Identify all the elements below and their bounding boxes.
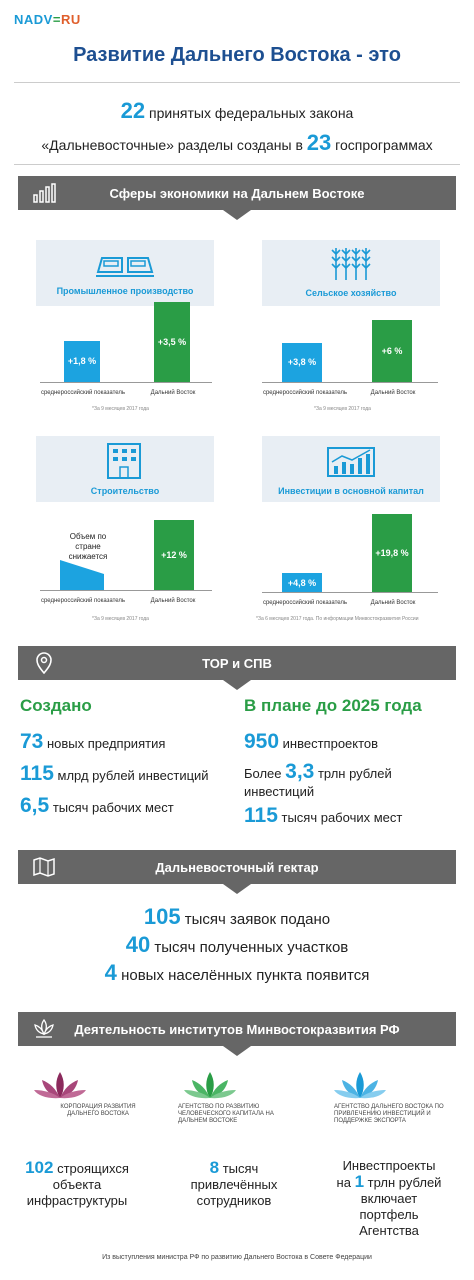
card-label: Сельское хозяйство bbox=[305, 288, 397, 298]
axis-label-average: среднероссийский показатель bbox=[262, 390, 348, 396]
divider bbox=[14, 164, 460, 165]
bar-far-east: +6 % bbox=[372, 320, 412, 382]
sector-card-construction bbox=[36, 436, 214, 632]
footnote: *За 9 месяцев 2017 года bbox=[314, 406, 371, 412]
footnote: *За 9 месяцев 2017 года bbox=[92, 616, 149, 622]
intro-num-1: 22 bbox=[120, 98, 146, 123]
plan-stat bbox=[244, 730, 378, 754]
decline-shape bbox=[60, 560, 104, 590]
axis-label-far-east: Дальний Восток bbox=[150, 390, 196, 396]
institutes-banner-title: Деятельность институтов Минвостокразвития РФ bbox=[74, 1021, 400, 1037]
created-stat bbox=[20, 762, 209, 786]
created-heading: Создано bbox=[20, 696, 92, 715]
stat-number: 40 bbox=[125, 932, 151, 957]
building-icon bbox=[104, 442, 144, 480]
stat-text: строящихся объекта инфраструктуры bbox=[26, 1161, 129, 1208]
institutes-banner bbox=[18, 1012, 456, 1046]
tor-banner bbox=[18, 646, 456, 680]
decline-text: Объем по стране снижается bbox=[68, 532, 108, 561]
bar-far-east: +12 % bbox=[154, 520, 194, 590]
stat-text: тысяч полученных участков bbox=[150, 939, 349, 956]
institute-stat bbox=[18, 1160, 136, 1209]
sectors-banner-title: Сферы экономики на Дальнем Востоке bbox=[109, 185, 365, 201]
card-label: Инвестиции в основной капитал bbox=[278, 486, 424, 496]
tor-banner-title: ТОР и СПВ bbox=[202, 655, 272, 671]
axis-label-far-east: Дальний Восток bbox=[370, 600, 416, 606]
plan-stat bbox=[244, 760, 392, 784]
axis-label-average: среднероссийский показатель bbox=[262, 600, 348, 606]
lotus-icon bbox=[32, 1018, 56, 1040]
stat-prefix: Инвестпроекты на bbox=[336, 1158, 436, 1190]
sector-card-investment bbox=[256, 436, 440, 632]
corporation-lotus-logo bbox=[34, 1070, 86, 1100]
axis-label-average: среднероссийский показатель bbox=[40, 598, 126, 604]
stat-text: новых предприятия bbox=[43, 736, 166, 751]
created-stat bbox=[20, 794, 174, 818]
plan-stat bbox=[244, 804, 402, 828]
footnote: *За 6 месяцев 2017 года. По информации Минвостокразвития России bbox=[256, 616, 419, 622]
stat-number: 102 bbox=[25, 1158, 54, 1177]
sectors-banner bbox=[18, 176, 456, 210]
institute-logo-text: АГЕНТСТВО ПО РАЗВИТИЮ ЧЕЛОВЕЧЕСКОГО КАПИТАЛА НА ДАЛЬНЕМ ВОСТОКЕ bbox=[178, 1104, 274, 1124]
hectare-banner-title: Дальневосточный гектар bbox=[155, 859, 319, 875]
train-icon bbox=[94, 250, 156, 280]
stat-number: 115 bbox=[20, 762, 54, 785]
intro-line-2 bbox=[0, 130, 474, 156]
stat-text: тысяч заявок подано bbox=[180, 911, 331, 928]
map-icon bbox=[32, 856, 56, 878]
intro-num-2: 23 bbox=[306, 130, 332, 155]
hectare-stat bbox=[0, 932, 474, 958]
stat-text: трлн рублей bbox=[314, 766, 392, 781]
page-title: Развитие Дальнего Востока - это bbox=[73, 44, 401, 66]
logo-part-b: = bbox=[52, 12, 61, 27]
stat-number: 1 bbox=[354, 1172, 365, 1191]
investment-agency-lotus-logo bbox=[334, 1070, 386, 1100]
stat-number: 950 bbox=[244, 730, 280, 753]
banner-notch bbox=[223, 884, 251, 894]
banner-notch bbox=[223, 1046, 251, 1056]
hectare-stat bbox=[0, 904, 474, 930]
plan-heading: В плане до 2025 года bbox=[244, 696, 422, 715]
intro-text-1: принятых федеральных закона bbox=[145, 105, 354, 121]
bar-chart-icon bbox=[32, 182, 56, 204]
bar-average: +4,8 % bbox=[282, 573, 322, 592]
institute-stat bbox=[166, 1160, 302, 1209]
stat-number: 105 bbox=[143, 904, 181, 929]
source-footer: Из выступления министра РФ по развитию Дальнего Востока в Совете Федерации bbox=[102, 1254, 372, 1261]
divider bbox=[14, 82, 460, 83]
stat-prefix: Более bbox=[244, 766, 286, 781]
stat-number: 6,5 bbox=[20, 794, 50, 817]
institute-logo-text: КОРПОРАЦИЯ РАЗВИТИЯ ДАЛЬНЕГО ВОСТОКА bbox=[60, 1104, 136, 1117]
stat-text: новых населённых пункта появится bbox=[116, 967, 370, 984]
card-label: Строительство bbox=[90, 486, 160, 496]
stat-number: 115 bbox=[244, 804, 278, 827]
stat-text: инвестпроектов bbox=[279, 736, 379, 751]
location-pin-icon bbox=[32, 652, 56, 674]
stat-text: тысяч рабочих мест bbox=[49, 800, 174, 815]
wheat-icon bbox=[328, 244, 374, 282]
intro-line-1 bbox=[0, 98, 474, 124]
bar-far-east: +19,8 % bbox=[372, 514, 412, 592]
plan-stat-line2: инвестиций bbox=[244, 784, 315, 799]
institute-stat bbox=[334, 1158, 444, 1239]
stat-number: 3,3 bbox=[285, 760, 315, 783]
bar-average: +3,8 % bbox=[282, 343, 322, 382]
hectare-banner bbox=[18, 850, 456, 884]
stat-text: млрд рублей инвестиций bbox=[53, 768, 209, 783]
chart-axis bbox=[40, 590, 212, 591]
logo-part-c: RU bbox=[60, 12, 81, 27]
human-capital-lotus-logo bbox=[184, 1070, 236, 1100]
sector-card-industry bbox=[36, 240, 214, 430]
sector-card-agriculture bbox=[262, 240, 440, 430]
banner-notch bbox=[223, 680, 251, 690]
chart-axis bbox=[40, 382, 212, 383]
growth-chart-icon bbox=[326, 446, 376, 480]
site-logo[interactable] bbox=[14, 12, 81, 27]
bar-average: +1,8 % bbox=[64, 341, 100, 382]
stat-text: тысяч привлечённых сотрудников bbox=[190, 1161, 278, 1208]
hectare-stat bbox=[0, 960, 474, 986]
chart-axis bbox=[262, 592, 438, 593]
axis-label-far-east: Дальний Восток bbox=[370, 390, 416, 396]
axis-label-average: среднероссийский показатель bbox=[40, 390, 126, 396]
created-stat bbox=[20, 730, 165, 754]
stat-number: 73 bbox=[20, 730, 44, 753]
stat-text: трлн рублей включает портфель Агентства bbox=[359, 1175, 442, 1238]
axis-label-far-east: Дальний Восток bbox=[150, 598, 196, 604]
banner-notch bbox=[223, 210, 251, 220]
footnote: *За 9 месяцев 2017 года bbox=[92, 406, 149, 412]
stat-number: 8 bbox=[209, 1158, 220, 1177]
intro-tail-2: госпрограммах bbox=[331, 137, 433, 153]
institute-logo-text: АГЕНТСТВО ДАЛЬНЕГО ВОСТОКА ПО ПРИВЛЕЧЕНИЮ ИНВЕСТИЦИЙ И ПОДДЕРЖКЕ ЭКСПОРТА bbox=[334, 1104, 444, 1124]
stat-number: 4 bbox=[104, 960, 117, 985]
intro-text-2: «Дальневосточные» разделы созданы в bbox=[41, 137, 307, 153]
logo-part-a: NADV bbox=[14, 12, 53, 27]
bar-far-east: +3,5 % bbox=[154, 302, 190, 382]
card-label: Промышленное производство bbox=[56, 286, 194, 296]
stat-text: тысяч рабочих мест bbox=[277, 810, 403, 825]
chart-axis bbox=[262, 382, 438, 383]
